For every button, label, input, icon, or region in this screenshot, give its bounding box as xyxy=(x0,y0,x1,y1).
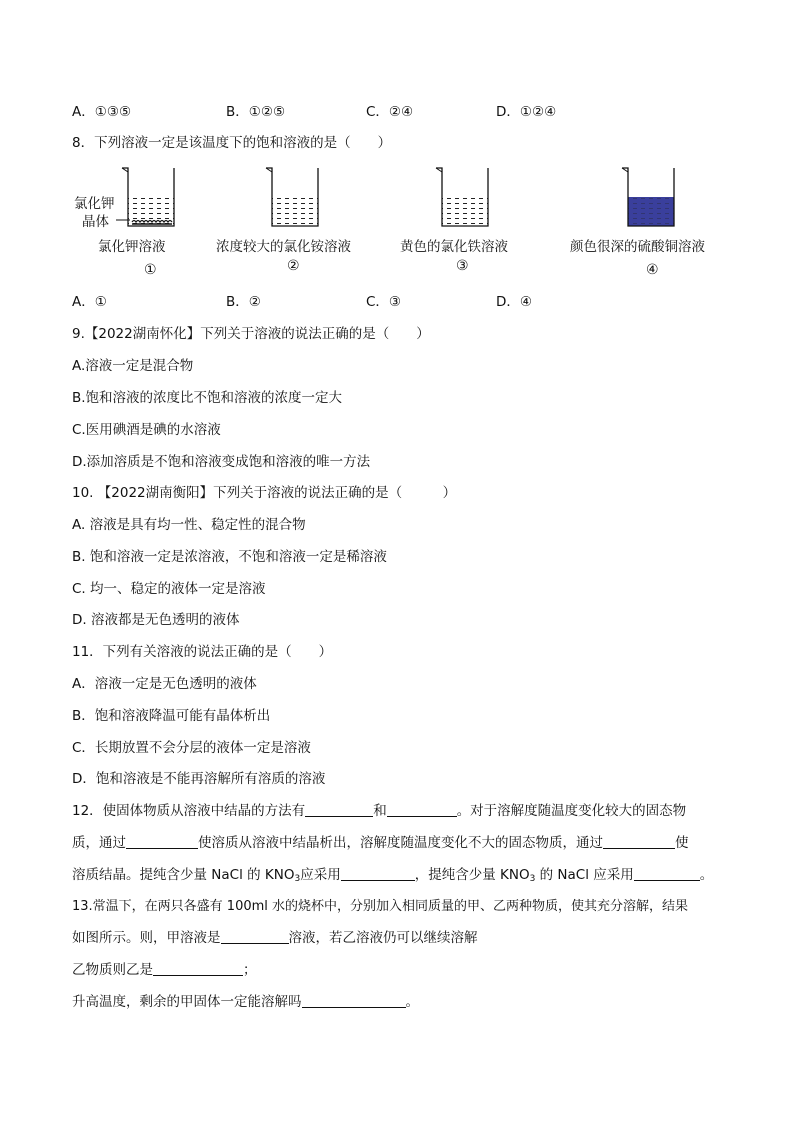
q13-blank-3[interactable] xyxy=(302,993,406,1008)
beaker-3-caption: 黄色的氯化铁溶液 xyxy=(400,239,508,255)
q12-text-3e: 。 xyxy=(699,867,714,883)
crystal-label-line2: 晶体 xyxy=(82,214,109,230)
q13-text-2b: 溶液，若乙溶液仍可以继续溶解 xyxy=(288,930,478,946)
q8-stem: 8．下列溶液一定是该温度下的饱和溶液的是（ ） xyxy=(72,135,392,151)
q12-text-2c: 使 xyxy=(675,835,689,851)
q8-option-c: C．③ xyxy=(366,294,402,310)
beaker-3-number: ③ xyxy=(456,258,469,274)
q12-subscript-1: 3 xyxy=(294,874,301,884)
q9-option-a: A.溶液一定是混合物 xyxy=(72,358,194,374)
q10-option-d: D. 溶液都是无色透明的液体 xyxy=(72,612,240,628)
q12-blank-5[interactable] xyxy=(341,866,415,881)
q11-option-c: C．长期放置不会分层的液体一定是溶液 xyxy=(72,740,311,756)
q12-blank-3[interactable] xyxy=(126,834,198,849)
q12-blank-2[interactable] xyxy=(387,802,457,817)
beaker-1-number: ① xyxy=(144,262,157,278)
q13-text-3b: ； xyxy=(243,962,257,978)
q10-option-b: B. 饱和溶液一定是浓溶液，不饱和溶液一定是稀溶液 xyxy=(72,549,387,565)
q12-text-1b: 和 xyxy=(373,803,387,819)
q12-blank-4[interactable] xyxy=(603,834,675,849)
q7-option-b: B．①②⑤ xyxy=(226,104,286,120)
q10-option-c: C. 均一、稳定的液体一定是溶液 xyxy=(72,581,266,597)
q7-options xyxy=(72,103,712,121)
q12-text-2a: 质，通过 xyxy=(72,835,126,851)
q7-option-d: D．①②④ xyxy=(496,104,557,120)
q12-text-3b: 应采用 xyxy=(300,867,341,883)
beaker-1-image xyxy=(116,166,182,230)
q8-option-b: B．② xyxy=(226,294,261,310)
q12-line-3 xyxy=(72,866,713,884)
q9-stem: 9.【2022湖南怀化】下列关于溶液的说法正确的是（ ） xyxy=(72,326,430,342)
q8-option-d: D．④ xyxy=(496,294,532,310)
q12-blank-1[interactable] xyxy=(305,802,373,817)
q7-option-a: A．①③⑤ xyxy=(72,104,132,120)
beaker-4-number: ④ xyxy=(646,262,659,278)
q13-text-4a: 升高温度，剩余的甲固体一定能溶解吗 xyxy=(72,994,302,1010)
q13-text-2a: 如图所示。则，甲溶液是 xyxy=(72,930,221,946)
crystal-label-line1: 氯化钾 xyxy=(74,196,115,212)
q13-line-3 xyxy=(72,961,257,979)
q12-text-3a: 溶质结晶。提纯含少量 NaCl 的 KNO xyxy=(72,867,295,883)
q9-option-d: D.添加溶质是不饱和溶液变成饱和溶液的唯一方法 xyxy=(72,454,371,470)
q8-option-a: A．① xyxy=(72,294,107,310)
q12-line-1 xyxy=(72,802,686,820)
q9-option-c: C.医用碘酒是碘的水溶液 xyxy=(72,422,221,438)
q10-stem: 10. 【2022湖南衡阳】下列关于溶液的说法正确的是（ ） xyxy=(72,485,457,501)
q11-option-a: A．溶液一定是无色透明的液体 xyxy=(72,676,257,692)
q12-text-3d: 的 NaCl 应采用 xyxy=(535,867,634,883)
q13-line-2 xyxy=(72,929,478,947)
q12-subscript-2: 3 xyxy=(529,874,536,884)
q12-text-2b: 使溶质从溶液中结晶析出，溶解度随温度变化不大的固态物质，通过 xyxy=(198,835,603,851)
q11-option-b: B．饱和溶液降温可能有晶体析出 xyxy=(72,708,271,724)
q12-text-3c: ，提纯含少量 KNO xyxy=(414,867,530,883)
q9-option-b: B.饱和溶液的浓度比不饱和溶液的浓度一定大 xyxy=(72,390,343,406)
beaker-4-caption: 颜色很深的硫酸铜溶液 xyxy=(570,239,705,255)
q12-blank-6[interactable] xyxy=(634,866,700,881)
q13-line-4 xyxy=(72,993,419,1011)
q8-options xyxy=(72,293,712,311)
beaker-2-caption: 浓度较大的氯化铵溶液 xyxy=(216,239,351,255)
q12-text-1a: 12．使固体物质从溶液中结晶的方法有 xyxy=(72,803,306,819)
q12-text-1c: 。对于溶解度随温度变化较大的固态物 xyxy=(456,803,687,819)
q12-line-2 xyxy=(72,834,689,852)
q13-blank-2[interactable] xyxy=(153,961,243,976)
q10-option-a: A. 溶液是具有均一性、稳定性的混合物 xyxy=(72,517,306,533)
beaker-4-image xyxy=(616,166,682,230)
beaker-2-number: ② xyxy=(287,258,300,274)
q11-option-d: D．饱和溶液是不能再溶解所有溶质的溶液 xyxy=(72,771,326,787)
q13-text-4b: 。 xyxy=(405,994,419,1010)
q13-line-1: 13.常温下，在两只各盛有 100ml 水的烧杯中，分别加入相同质量的甲、乙两种物质，使其充分溶解，结果 xyxy=(72,899,689,914)
beaker-3-image xyxy=(430,166,496,230)
q13-text-3a: 乙物质则乙是 xyxy=(72,962,153,978)
q7-option-c: C．②④ xyxy=(366,104,414,120)
q11-stem: 11．下列有关溶液的说法正确的是（ ） xyxy=(72,644,333,660)
q13-blank-1[interactable] xyxy=(221,929,289,944)
beaker-1-caption: 氯化钾溶液 xyxy=(98,239,166,255)
beaker-2-image xyxy=(260,166,326,230)
